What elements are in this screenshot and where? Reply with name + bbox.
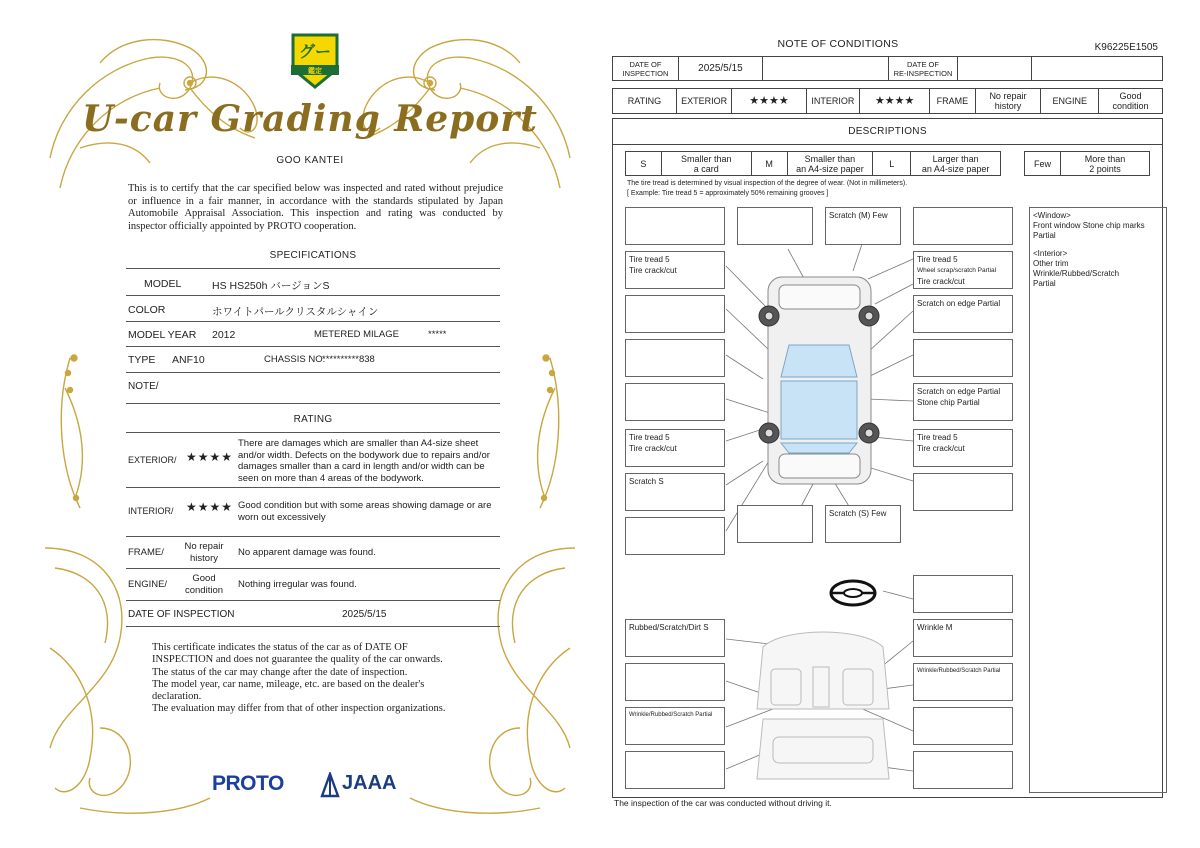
disclaimer-line: The status of the car may change after the date of inspection. (152, 666, 408, 678)
comment-box (913, 207, 1013, 245)
window-note-1: Front window Stone chip marks (1033, 221, 1145, 230)
rating-table (612, 88, 1163, 114)
divider (126, 321, 500, 322)
comment-box (913, 339, 1013, 377)
divider (126, 295, 500, 296)
car-interior-view (757, 632, 889, 779)
engine-value-line1: Good (192, 573, 216, 584)
model-label: MODEL (144, 278, 182, 290)
comment-box (913, 473, 1013, 511)
divider (126, 403, 500, 404)
tire-note-2: [ Example: Tire tread 5 = approximately 50% remaining grooves ] (627, 190, 829, 197)
comment-box-interior-left-1 (625, 619, 725, 657)
comment-box-right-edge-2 (913, 383, 1013, 421)
comment-box (625, 663, 725, 701)
exterior-label: EXTERIOR/ (128, 455, 177, 465)
comment-box (625, 295, 725, 333)
grading-certificate (40, 28, 580, 828)
legend-l: L (873, 152, 911, 176)
divider (126, 626, 500, 627)
engine-label: ENGINE/ (128, 579, 168, 590)
certificate-title: U-car Grading Report (82, 98, 538, 140)
comment-box (625, 339, 725, 377)
engine-description: Nothing irregular was found. (238, 579, 357, 590)
interior-heading: <Interior> (1033, 249, 1068, 258)
model-year-value: 2012 (212, 329, 236, 341)
comment-line: Wrinkle/Rubbed/Scratch Partial (917, 668, 1001, 674)
mileage-label: METERED MILAGE (314, 329, 399, 340)
legend-line: Larger than (932, 153, 979, 164)
inspection-date-table (612, 56, 1163, 81)
divider (126, 268, 500, 269)
svg-text:鑑定: 鑑定 (308, 67, 322, 75)
window-note-2: Partial (1033, 231, 1056, 240)
date-reinspection-label (888, 57, 958, 81)
interior-note-1: Other trim (1033, 259, 1069, 268)
comment-box-steering (913, 575, 1013, 613)
value-line: condition (1112, 101, 1149, 111)
comment-line: Tire crack/cut (917, 277, 965, 286)
exterior-stars: ★★★★ (732, 89, 806, 114)
chassis-value: **********838 (322, 354, 375, 365)
label-line: DATE OF (629, 59, 662, 69)
certificate-subtitle: GOO KANTEI (276, 155, 344, 166)
date-inspection-value: 2025/5/15 (678, 57, 762, 81)
divider (126, 346, 500, 347)
comment-box-interior-right-1 (913, 619, 1013, 657)
descriptions-heading: DESCRIPTIONS (613, 119, 1162, 145)
date-of-inspection-value: 2025/5/15 (342, 609, 387, 620)
legend-m: M (751, 152, 787, 176)
jaaa-mark-icon (320, 772, 340, 798)
window-heading: <Window> (1033, 211, 1071, 220)
legend-line: an A4-size paper (921, 163, 990, 174)
divider (126, 600, 500, 601)
comment-box (737, 207, 813, 245)
comment-box-left-scratch (625, 473, 725, 511)
label-line: INSPECTION (622, 68, 669, 78)
comment-line: Tire crack/cut (629, 444, 677, 453)
goo-kantei-badge (287, 31, 343, 91)
legend-line: 2 points (1089, 163, 1121, 174)
comment-box (625, 517, 725, 555)
interior-note-3: Partial (1033, 279, 1056, 288)
legend-s: S (626, 152, 662, 176)
divider (126, 432, 500, 433)
frame-value (975, 89, 1041, 114)
divider (126, 536, 500, 537)
proto-logo: PROTO (212, 772, 284, 795)
frame-value-line1: No repair (184, 541, 224, 552)
label-line: RE-INSPECTION (893, 68, 953, 78)
mileage-value: ***** (428, 329, 447, 340)
note-of-conditions (608, 34, 1168, 824)
exterior-description: There are damages which are smaller than A4-size sheet and/or width. Defects on the bodywork due to repairs and/or damages smaller than a card in length and/or width can be seen on more than 4 areas of the bodywork. (238, 438, 490, 484)
footer-logos (212, 772, 412, 802)
comment-box-left-tire-rear (625, 429, 725, 467)
interior-description: Good condition but with some areas showing damage or are worn out excessively (238, 500, 492, 523)
date-inspection-label (613, 57, 679, 81)
comment-line: Tire crack/cut (629, 266, 677, 275)
comment-box-right-tire-rear (913, 429, 1013, 467)
legend-line: an A4-size paper (796, 163, 864, 174)
color-value: ホワイトパールクリスタルシャイン (212, 306, 379, 318)
comment-line: Wheel scrap/scratch Partial (917, 267, 997, 274)
engine-value-line2: condition (184, 584, 224, 596)
noc-footer: The inspection of the car was conducted without driving it. (614, 798, 832, 808)
descriptions-panel (612, 118, 1163, 798)
chassis-label: CHASSIS NO. (264, 354, 326, 365)
legend-few: Few (1025, 152, 1061, 176)
type-label: TYPE (128, 354, 156, 366)
comment-box-interior-right-2 (913, 663, 1013, 701)
svg-text:グー: グー (298, 42, 332, 61)
comment-line: Scratch (M) Few (829, 211, 888, 220)
type-value: ANF10 (172, 354, 205, 366)
empty-cell (762, 57, 888, 81)
specifications-heading: SPECIFICATIONS (269, 250, 357, 261)
jaaa-logo: JAAA (342, 772, 397, 794)
certificate-disclaimer (152, 642, 472, 716)
comment-box-right-edge (913, 295, 1013, 333)
comment-line: Tire tread 5 (629, 433, 670, 442)
comment-line: Tire tread 5 (629, 255, 670, 264)
comment-box (913, 707, 1013, 745)
comment-line: Tire tread 5 (917, 255, 958, 264)
comment-line: Stone chip Partial (917, 398, 980, 407)
disclaimer-line: declaration. (152, 691, 202, 703)
comment-line: Rubbed/Scratch/Dirt S (629, 623, 709, 632)
value-line: No repair (989, 91, 1027, 101)
tire-note-1: The tire tread is determined by visual inspection of the degree of wear. (Not in millimeters). (627, 180, 908, 187)
comment-box (625, 207, 725, 245)
noc-id: K96225E1505 (1094, 42, 1158, 53)
comment-line: Wrinkle M (917, 623, 953, 632)
comment-line: Scratch (S) Few (829, 509, 887, 518)
car-glass (781, 345, 857, 453)
exterior-label: EXTERIOR (676, 89, 732, 114)
value-line: history (994, 101, 1022, 111)
label-line: DATE OF (907, 59, 939, 69)
frame-label: FRAME/ (128, 547, 164, 558)
value-line: Good (1119, 91, 1142, 101)
comment-box (625, 751, 725, 789)
interior-label: INTERIOR/ (128, 506, 174, 516)
date-reinspection-value (958, 57, 1032, 81)
comment-line: Scratch on edge Partial (917, 299, 1001, 308)
empty-cell (1032, 57, 1163, 81)
divider (126, 487, 500, 488)
interior-note-2: Wrinkle/Rubbed/Scratch (1033, 269, 1120, 278)
frame-value-line2: history (190, 552, 218, 564)
legend-line: a card (693, 163, 719, 174)
disclaimer-line: The evaluation may differ from that of other inspection organizations. (152, 703, 446, 715)
comment-box-bottom-mid (825, 505, 901, 543)
comment-box-top-mid (825, 207, 901, 245)
interior-stars: ★★★★ (186, 500, 234, 514)
comment-line: Tire tread 5 (917, 433, 958, 442)
disclaimer-line: INSPECTION and does not guarantee the quality of the car onwards. (152, 654, 443, 666)
engine-value (1099, 89, 1163, 114)
color-label: COLOR (128, 304, 166, 316)
side-notes-box (1029, 207, 1167, 793)
frame-description: No apparent damage was found. (238, 547, 376, 558)
certificate-intro: This is to certify that the car specified below was inspected and rated without prejudice or influence in a fair manner, in accordance with the standards stipulated by Japan Automobile Appraisal Association. This inspection and rating was conducted by inspector officially appointed by PROTO cooperation. (128, 183, 503, 232)
comment-line: Wrinkle/Rubbed/Scratch Partial (629, 712, 713, 718)
comment-line: Tire crack/cut (917, 444, 965, 453)
noc-title: NOTE OF CONDITIONS (777, 38, 899, 50)
interior-stars: ★★★★ (860, 89, 930, 114)
model-year-label: MODEL YEAR (128, 329, 197, 341)
legend-line: Smaller than (680, 153, 732, 164)
comment-box-interior-left-2 (625, 707, 725, 745)
date-of-inspection-label: DATE OF INSPECTION (128, 609, 235, 620)
frame-label: FRAME (930, 89, 975, 114)
comment-box-right-tire-front (913, 251, 1013, 289)
divider (126, 372, 500, 373)
divider (126, 568, 500, 569)
note-label: NOTE/ (128, 381, 159, 392)
interior-label: INTERIOR (806, 89, 860, 114)
legend-line: More than (1084, 153, 1126, 164)
disclaimer-line: This certificate indicates the status of the car as of DATE OF (152, 642, 408, 653)
model-value: HS HS250h バージョンS (212, 280, 330, 292)
rating-heading: RATING (293, 414, 333, 425)
comment-line: Scratch S (629, 477, 664, 486)
rating-label: RATING (613, 89, 677, 114)
steering-wheel-icon (831, 581, 875, 605)
comment-line: Scratch on edge Partial (917, 387, 1001, 396)
exterior-stars: ★★★★ (186, 450, 234, 464)
legend-line: Smaller than (804, 153, 856, 164)
comment-box (913, 751, 1013, 789)
comment-box-left-tire-front (625, 251, 725, 289)
disclaimer-line: The model year, car name, mileage, etc. are based on the dealer's (152, 678, 425, 690)
engine-label: ENGINE (1041, 89, 1099, 114)
comment-box (737, 505, 813, 543)
comment-box (625, 383, 725, 421)
